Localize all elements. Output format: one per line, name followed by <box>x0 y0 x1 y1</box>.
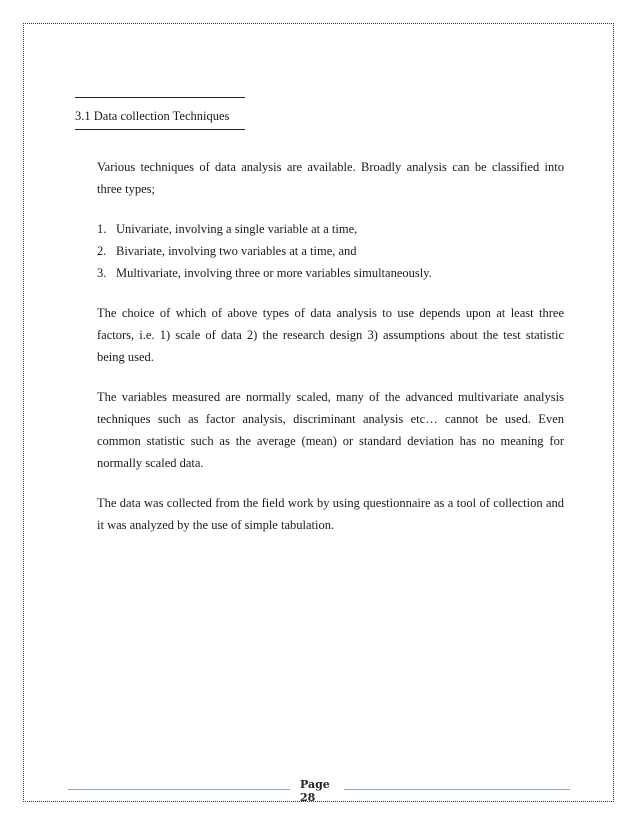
section-heading-block <box>75 97 247 130</box>
list-item-number: 2. <box>97 244 107 258</box>
variables-paragraph: The variables measured are normally scaled, many of the advanced multivariate analysis techniques such as factor analysis, discriminant analysis etc… cannot be used. Even common statistic such as the average (mean) or standard deviation has no meaning for normally scaled data. <box>97 390 564 470</box>
analysis-types-list <box>97 218 564 284</box>
heading-bottom-rule <box>75 129 245 130</box>
list-item-text: Bivariate, involving two variables at a time, and <box>116 244 357 258</box>
footer-left-rule <box>68 789 290 790</box>
list-item-text: Multivariate, involving three or more variables simultaneously. <box>116 266 432 280</box>
section-heading: 3.1 Data collection Techniques <box>75 109 230 123</box>
page-footer <box>68 774 570 804</box>
page-number-label <box>300 778 330 804</box>
choice-paragraph: The choice of which of above types of data analysis to use depends upon at least three factors, i.e. 1) scale of data 2) the research design 3) assumptions about the test statistic being used. <box>97 306 564 364</box>
collection-paragraph: The data was collected from the field work by using questionnaire as a tool of collection and it was analyzed by the use of simple tabulation. <box>97 496 564 532</box>
intro-paragraph: Various techniques of data analysis are available. Broadly analysis can be classified into three types; <box>97 160 564 196</box>
list-item <box>97 262 564 284</box>
list-item-number: 3. <box>97 266 107 280</box>
page-label: Page <box>300 778 330 791</box>
footer-right-rule <box>344 789 570 790</box>
body-content <box>97 156 564 536</box>
list-item-text: Univariate, involving a single variable at a time, <box>116 222 358 236</box>
page-number: 28 <box>300 791 316 804</box>
list-item <box>97 240 564 262</box>
list-item-number: 1. <box>97 222 107 236</box>
list-item <box>97 218 564 240</box>
